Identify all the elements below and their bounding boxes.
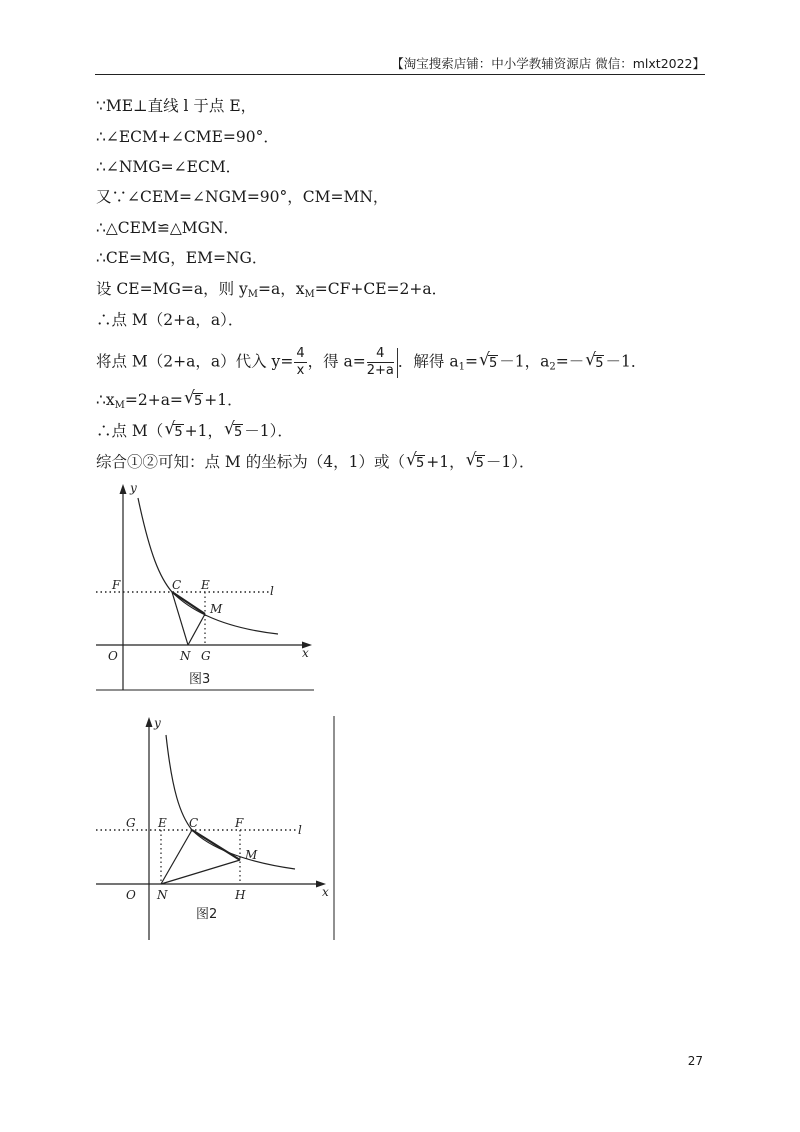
text-line: 设 CE=MG=a，则 $y_M=a$，$x_M=CF+CE=2+a$． (96, 280, 448, 300)
point-label: F (235, 816, 244, 830)
line-label: l (298, 823, 302, 837)
fraction: $\frac{4}{x}$ (296, 346, 305, 378)
page-number: 27 (687, 1054, 703, 1068)
text-line: ∴点 M（√ 5 +1，√ 5 －1）． (96, 421, 293, 443)
text-line: 将点 M（2+a，a）代入 y= $\frac{4}{x}$ ，得 a= $\frac{4}{2+a}$ ．解得 $a_1=√$ 5 －1，$a_2=-√$ 5 －1． (96, 346, 646, 379)
point-label: H (235, 888, 246, 902)
figure-caption: 图2 (196, 907, 218, 922)
point-label: F (112, 578, 121, 592)
text-line: $\therefore x_M=2+a=√$ 5 +1． (96, 390, 243, 416)
sqrt: √ 5 (479, 352, 498, 374)
sqrt: √ 5 (466, 452, 485, 474)
point-label: M (245, 848, 258, 862)
fraction: $\frac{4}{2+a}$ (366, 346, 394, 378)
point-label: E (201, 578, 210, 592)
point-label: G (126, 816, 136, 830)
text-line: ∵ME⊥直线 l 于点 E， (96, 97, 257, 115)
figure-caption: 图3 (189, 672, 211, 687)
axis-label-x: x (302, 646, 309, 660)
point-label: E (158, 816, 167, 830)
sqrt: √ 5 (164, 421, 183, 443)
point-label: C (172, 578, 182, 592)
text-line: ∴CE=MG，EM=NG． (96, 249, 268, 267)
text-line: ∴∠ECM+∠CME=90°． (96, 128, 279, 146)
text-line: 又∵∠CEM=∠NGM=90°，CM=MN， (96, 188, 389, 206)
sqrt: √ 5 (585, 352, 604, 374)
text-line: 综合①②可知：点 M 的坐标为（4，1）或（√ 5 +1，√ 5 －1）． (96, 452, 535, 474)
header-text: 【淘宝搜索店铺：中小学教辅资源店 微信：mlxt2022】 (391, 56, 705, 71)
text-line: ∴∠NMG=∠ECM． (96, 158, 242, 176)
point-label: N (180, 649, 191, 663)
line-label: l (270, 584, 274, 598)
axis-label-x: x (322, 885, 329, 899)
sqrt: √ 5 (406, 452, 425, 474)
point-label: O (108, 649, 118, 663)
point-label: O (126, 888, 136, 902)
point-label: N (157, 888, 168, 902)
sqrt: √ 5 (224, 421, 243, 443)
sqrt: √ 5 (184, 390, 203, 412)
axis-label-y: y (130, 481, 137, 495)
point-label: C (189, 816, 199, 830)
axis-label-y: y (154, 716, 161, 730)
text-line: ∴点 M（2+a，a）． (96, 311, 244, 329)
point-label: M (210, 602, 223, 616)
text-line: ∴△CEM≌△MGN． (96, 219, 240, 237)
point-label: G (201, 649, 211, 663)
